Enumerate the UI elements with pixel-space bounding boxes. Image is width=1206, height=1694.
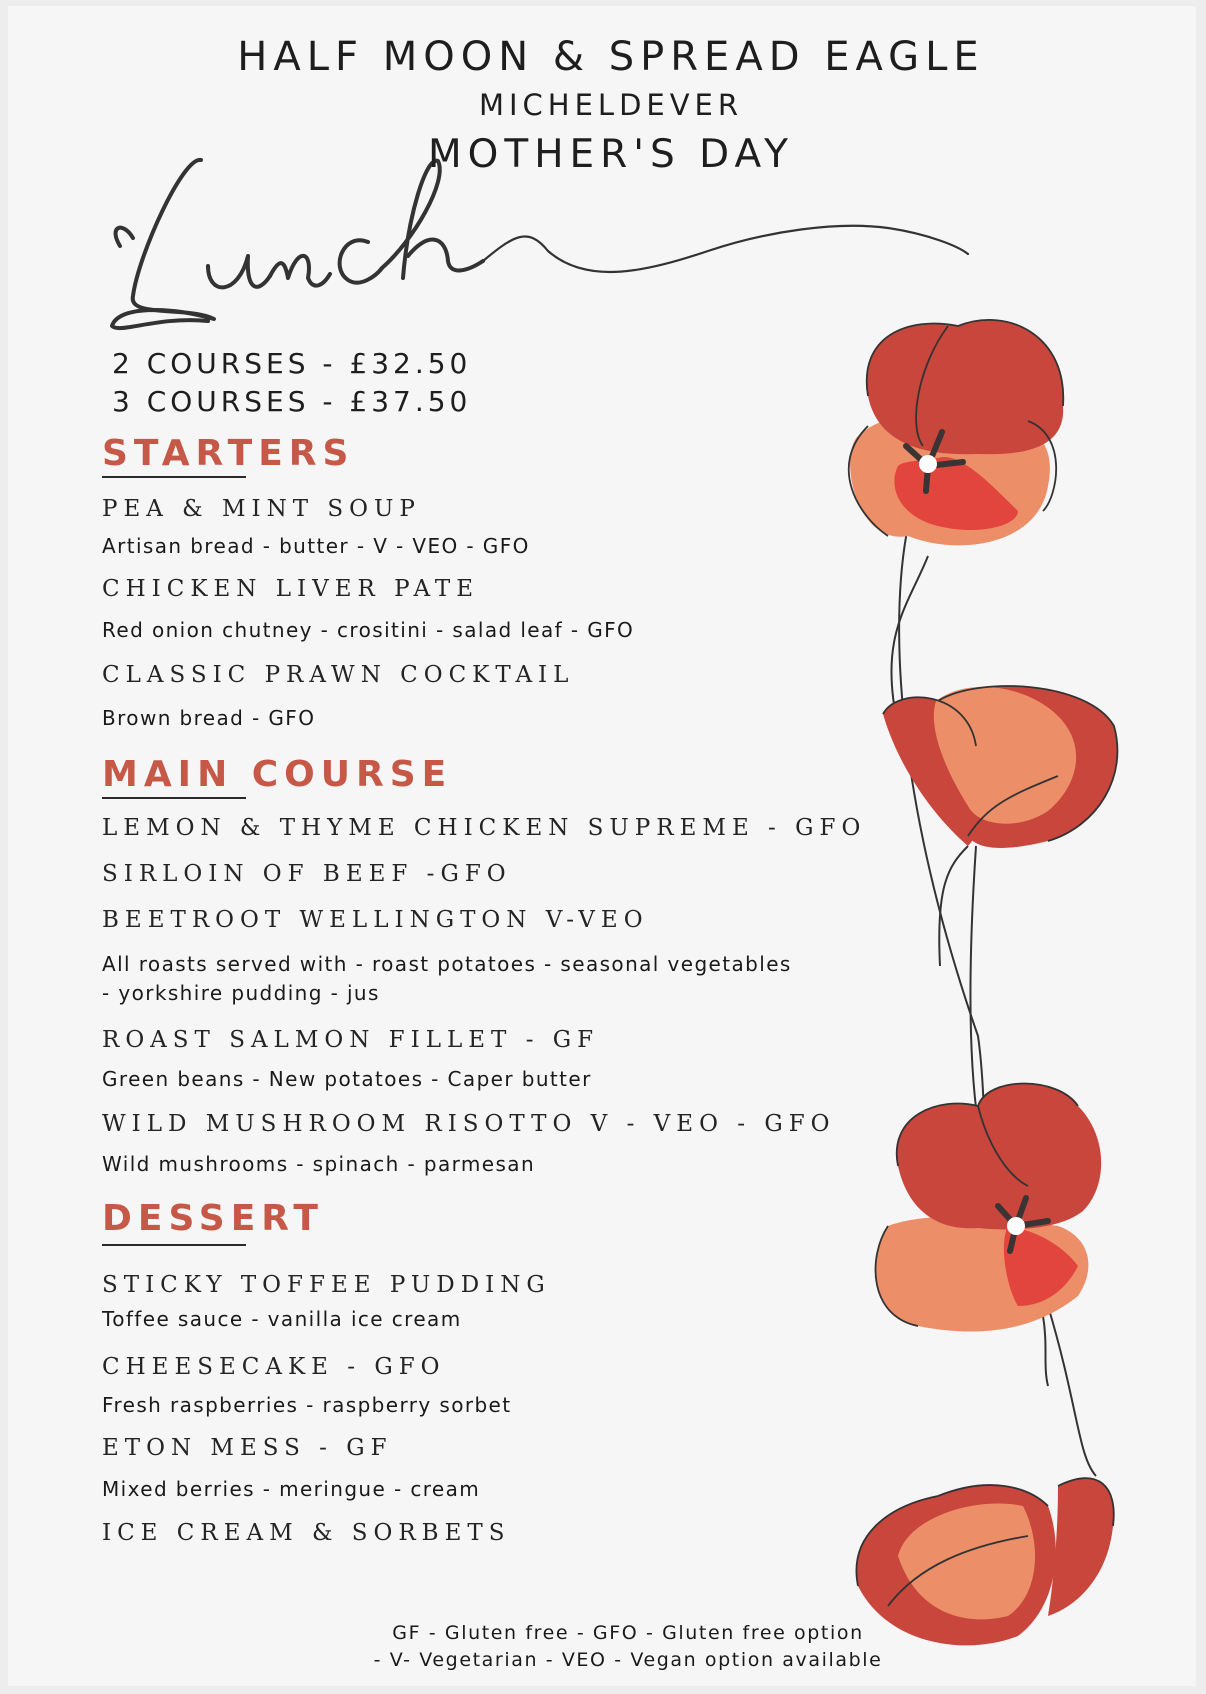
menu-item-name: PEA & MINT SOUP <box>102 496 421 522</box>
menu-item-description: Fresh raspberries - raspberry sorbet <box>102 1393 512 1417</box>
poppy-1-icon <box>849 320 1064 545</box>
roasts-note: All roasts served with - roast potatoes - seasonal vegetables <box>102 952 792 976</box>
dietary-key-line-1: GF - Gluten free - GFO - Gluten free option <box>392 1622 864 1644</box>
village-name: MICHELDEVER <box>478 88 744 122</box>
menu-item-description: Red onion chutney - crositini - salad leaf - GFO <box>102 618 635 642</box>
starters-heading: STARTERS <box>102 433 355 474</box>
main-course-heading: MAIN COURSE <box>102 754 453 795</box>
menu-item-name: ETON MESS - GF <box>102 1435 393 1461</box>
price-two-courses: 2 COURSES - £32.50 <box>112 347 472 380</box>
menu-item-description: Green beans - New potatoes - Caper butter <box>102 1067 592 1091</box>
menu-item-description: Mixed berries - meringue - cream <box>102 1477 481 1501</box>
menu-item-name: ICE CREAM & SORBETS <box>102 1520 511 1546</box>
menu-item-description: Toffee sauce - vanilla ice cream <box>102 1307 462 1331</box>
menu-item-description: Brown bread - GFO <box>102 706 316 730</box>
menu-item-name: BEETROOT WELLINGTON V-VEO <box>102 907 649 933</box>
roasts-note: - yorkshire pudding - jus <box>102 981 380 1005</box>
poppy-4-icon <box>856 1478 1113 1645</box>
menu-page <box>8 6 1196 1686</box>
dietary-key-line-2: - V- Vegetarian - VEO - Vegan option available <box>373 1649 883 1671</box>
poppy-illustration <box>828 306 1196 1686</box>
occasion-title: MOTHER'S DAY <box>428 132 794 177</box>
menu-item-name: WILD MUSHROOM RISOTTO V - VEO - GFO <box>102 1111 836 1137</box>
starters-divider <box>102 476 246 478</box>
poppy-3-icon <box>876 1084 1102 1332</box>
venue-name: HALF MOON & SPREAD EAGLE <box>237 34 985 80</box>
menu-item-description: Artisan bread - butter - V - VEO - GFO <box>102 534 530 558</box>
menu-item-name: CHEESECAKE - GFO <box>102 1354 446 1380</box>
menu-item-name: CHICKEN LIVER PATE <box>102 576 479 602</box>
dessert-divider <box>102 1244 246 1246</box>
price-three-courses: 3 COURSES - £37.50 <box>112 385 472 418</box>
main-course-divider <box>102 797 246 799</box>
poppy-2-icon <box>883 686 1117 848</box>
menu-item-description: Wild mushrooms - spinach - parmesan <box>102 1152 536 1176</box>
menu-item-name: CLASSIC PRAWN COCKTAIL <box>102 662 575 688</box>
menu-item-name: ROAST SALMON FILLET - GF <box>102 1027 600 1053</box>
menu-item-name: SIRLOIN OF BEEF -GFO <box>102 861 512 887</box>
dessert-heading: DESSERT <box>102 1198 324 1239</box>
menu-item-name: LEMON & THYME CHICKEN SUPREME - GFO <box>102 815 867 841</box>
menu-item-name: STICKY TOFFEE PUDDING <box>102 1272 551 1298</box>
